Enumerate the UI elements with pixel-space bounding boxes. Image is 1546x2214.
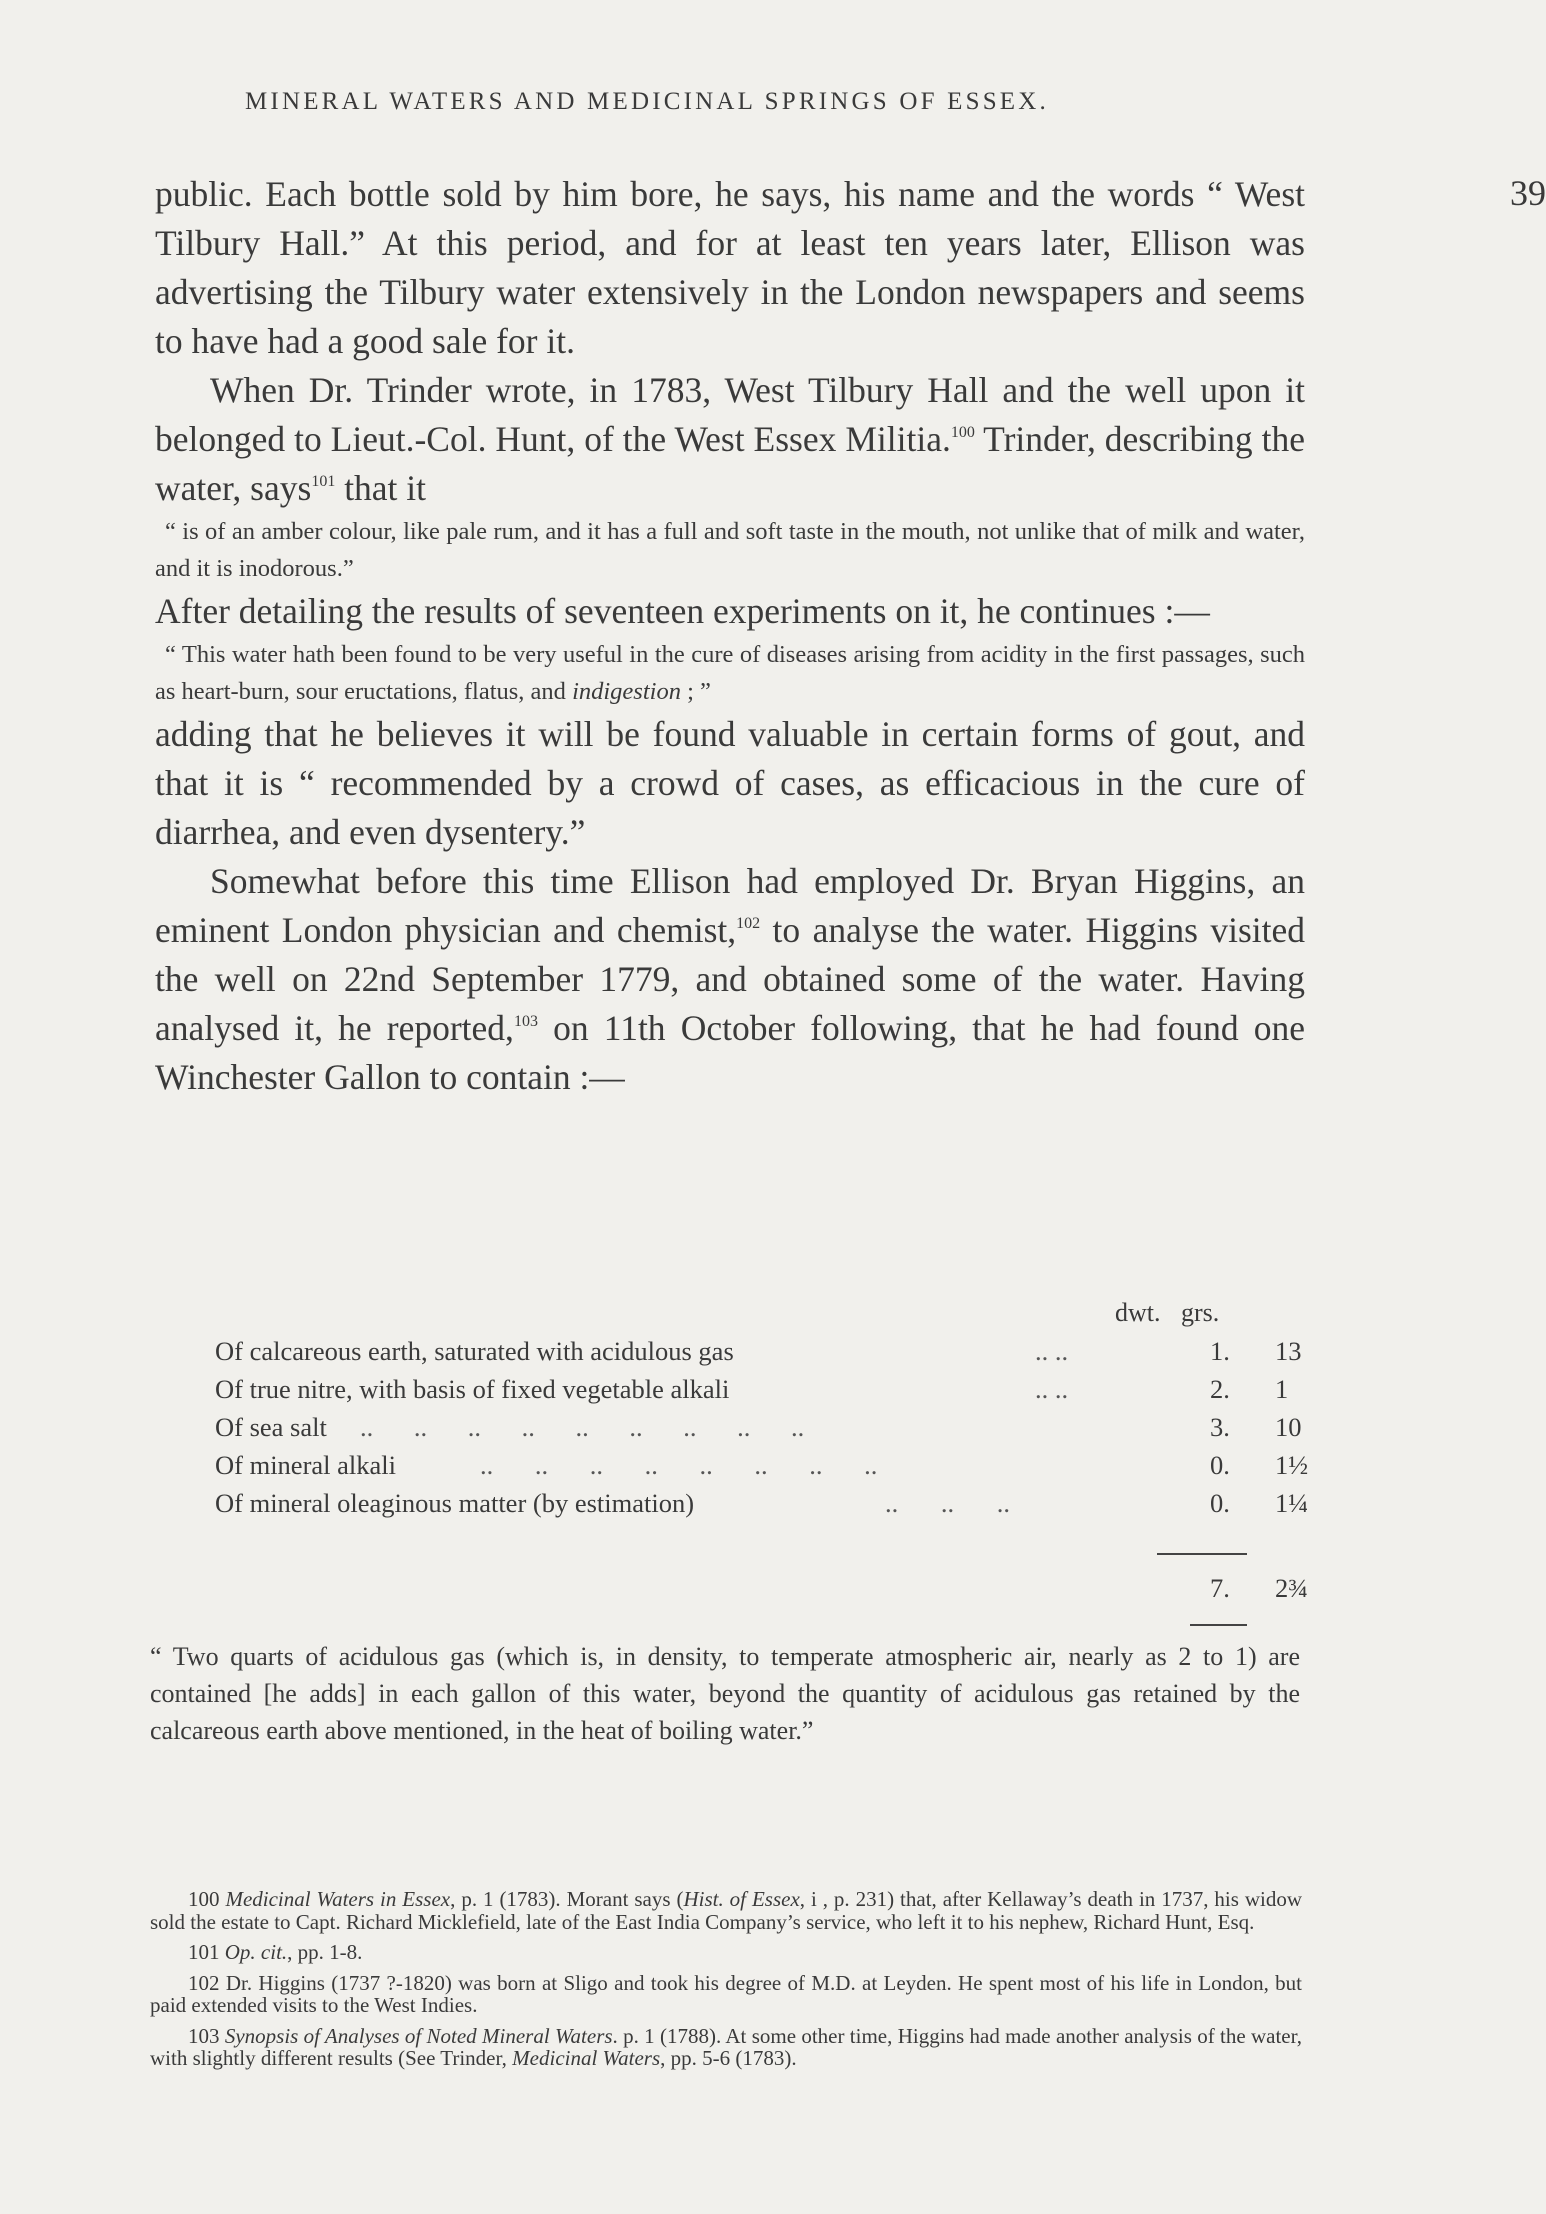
sum-rule	[1157, 1553, 1247, 1555]
paragraph-2-text-b: Trinder, describing the water, says	[155, 419, 1305, 508]
quote-2-italic: indigestion	[572, 678, 681, 705]
footnote-ref-101: 101	[311, 473, 336, 490]
row-dwt: 0.	[1210, 1488, 1230, 1518]
footnote-ref-102: 102	[736, 915, 761, 932]
row-leaders: .. ..	[1035, 1374, 1069, 1404]
total-dwt: 7.	[1210, 1573, 1230, 1603]
footnote-text: , i , p. 231) that, after Kellaway’s death in 1737, his widow sold the estate to Capt. Richard Micklefield, late of the East India Company’s service, who left it to his nephew, Richard Hunt, Esq.	[150, 1887, 1303, 1934]
row-grs: 1½	[1275, 1450, 1309, 1480]
running-header	[245, 88, 1546, 213]
footnote-text: , pp. 5-6 (1783).	[660, 2046, 797, 2070]
footnote-italic: Medicinal Waters	[512, 2046, 661, 2070]
row-dwt: 3.	[1210, 1412, 1230, 1442]
footnote-101	[150, 1941, 1302, 1964]
paragraph-5-text-b: to analyse the water. Higgins visited the well on 22nd September 1779, and obtained some of the water. Having analysed it, he reported,	[155, 910, 1305, 1048]
total-rule	[1190, 1624, 1247, 1626]
row-grs: 13	[1275, 1336, 1302, 1366]
unit-dwt: dwt.	[1115, 1298, 1161, 1327]
page-number: 39	[1510, 173, 1546, 213]
quote-1: “ is of an amber colour, like pale rum, and it has a full and soft taste in the mouth, not unlike that of milk and water, and it is inodorous.”	[155, 518, 1305, 582]
row-grs: 10	[1275, 1412, 1302, 1442]
table-row	[215, 1412, 1315, 1450]
row-leaders: .. .. .. .. .. .. .. ..	[480, 1450, 878, 1480]
footnote-number: 103	[188, 2023, 220, 2048]
footnote-italic: Synopsis of Analyses of Noted Mineral Waters	[224, 2023, 613, 2048]
paragraph-1: public. Each bottle sold by him bore, he says, his name and the words “ West Tilbury Hall.” At this period, and for at least ten years later, Ellison was advertising the Tilbury water extensively in the London newspapers and seems to have had a good sale for it.	[155, 174, 1305, 361]
footnote-number: 102	[188, 1970, 220, 1995]
paragraph-3: After detailing the results of seventeen experiments on it, he continues :—	[155, 591, 1210, 631]
footnote-103	[150, 2025, 1302, 2070]
paragraph-5-text-c: on 11th October following, that he had found one Winchester Gallon to contain :—	[155, 1008, 1305, 1097]
footnote-ref-100: 100	[950, 424, 975, 441]
row-dwt: 1.	[1210, 1336, 1230, 1366]
footnote-text: , p. 1 (1783). Morant says (	[450, 1887, 684, 1911]
paragraph-2-text-a: When Dr. Trinder wrote, in 1783, West Tilbury Hall and the well upon it belonged to Lieut.-Col. Hunt, of the West Essex Militia.	[155, 370, 1305, 459]
footnote-text: Dr. Higgins (1737 ?-1820) was born at Sligo and took his degree of M.D. at Leyden. He spent most of his life in London, but paid extended visits to the West Indies.	[150, 1970, 1303, 2017]
table-row	[215, 1488, 1315, 1526]
row-label: Of sea salt	[215, 1412, 327, 1442]
table-row	[215, 1336, 1315, 1374]
footnote-number: 100	[188, 1887, 220, 1911]
paragraph-4: adding that he believes it will be found valuable in certain forms of gout, and that it is “ recommended by a crowd of cases, as efficacious in the cure of diarrhea, and even dysentery.”	[155, 714, 1305, 852]
units-header	[1115, 1298, 1219, 1328]
paragraph-2	[155, 366, 1305, 513]
table-row	[215, 1374, 1315, 1412]
unit-grs: grs.	[1181, 1298, 1220, 1327]
closing-quote: “ Two quarts of acidulous gas (which is, in density, to temperate atmospheric air, nearly as 2 to 1) are contained [he adds] in each gallon of this water, beyond the quantity of acidulous gas retained by the calcareous earth above mentioned, in the heat of boiling water.”	[150, 1642, 1300, 1745]
row-leaders: .. .. ..	[885, 1488, 1010, 1518]
row-label: Of calcareous earth, saturated with acidulous gas	[215, 1336, 734, 1366]
table-total-row	[215, 1573, 1315, 1611]
row-label: Of mineral oleaginous matter (by estimation)	[215, 1488, 695, 1518]
row-leaders: .. .. .. .. .. .. .. .. ..	[360, 1412, 805, 1442]
footnote-ref-103: 103	[513, 1013, 538, 1030]
quote-2-text-b: ; ”	[680, 678, 711, 705]
running-title: MINERAL WATERS AND MEDICINAL SPRINGS OF ESSEX.	[245, 88, 1049, 115]
footnote-italic: Op. cit.	[224, 1940, 288, 1964]
quote-2-text-a: “ This water hath been found to be very useful in the cure of diseases arising from acidity in the first passages, such as heart-burn, sour eructations, flatus, and	[155, 641, 1305, 705]
footnote-text: . p. 1 (1788). At some other time, Higgins had made another analysis of the water, with slightly different results (See Trinder,	[150, 2023, 1303, 2070]
table-row	[215, 1450, 1315, 1488]
footnotes	[150, 1888, 1302, 2078]
footnote-102	[150, 1972, 1302, 2017]
row-label: Of true nitre, with basis of fixed vegetable alkali	[215, 1374, 730, 1404]
main-text	[155, 170, 1305, 1102]
paragraph-2-text-c: that it	[335, 468, 427, 508]
row-dwt: 2.	[1210, 1374, 1230, 1404]
total-grs: 2¾	[1275, 1573, 1309, 1603]
footnote-100	[150, 1888, 1302, 1933]
paragraph-5-text-a: Somewhat before this time Ellison had employed Dr. Bryan Higgins, an eminent London physician and chemist,	[155, 861, 1305, 950]
row-dwt: 0.	[1210, 1450, 1230, 1480]
row-leaders: .. ..	[1035, 1336, 1069, 1366]
row-label: Of mineral alkali	[215, 1450, 397, 1480]
footnote-number: 101	[188, 1940, 220, 1964]
row-grs: 1¼	[1275, 1488, 1309, 1518]
footnote-italic: Medicinal Waters in Essex	[225, 1887, 451, 1911]
paragraph-5	[155, 857, 1305, 1102]
footnote-text: , pp. 1-8.	[287, 1940, 363, 1964]
row-grs: 1	[1275, 1374, 1289, 1404]
quote-2	[155, 636, 1305, 710]
footnote-italic: Hist. of Essex	[683, 1887, 800, 1911]
